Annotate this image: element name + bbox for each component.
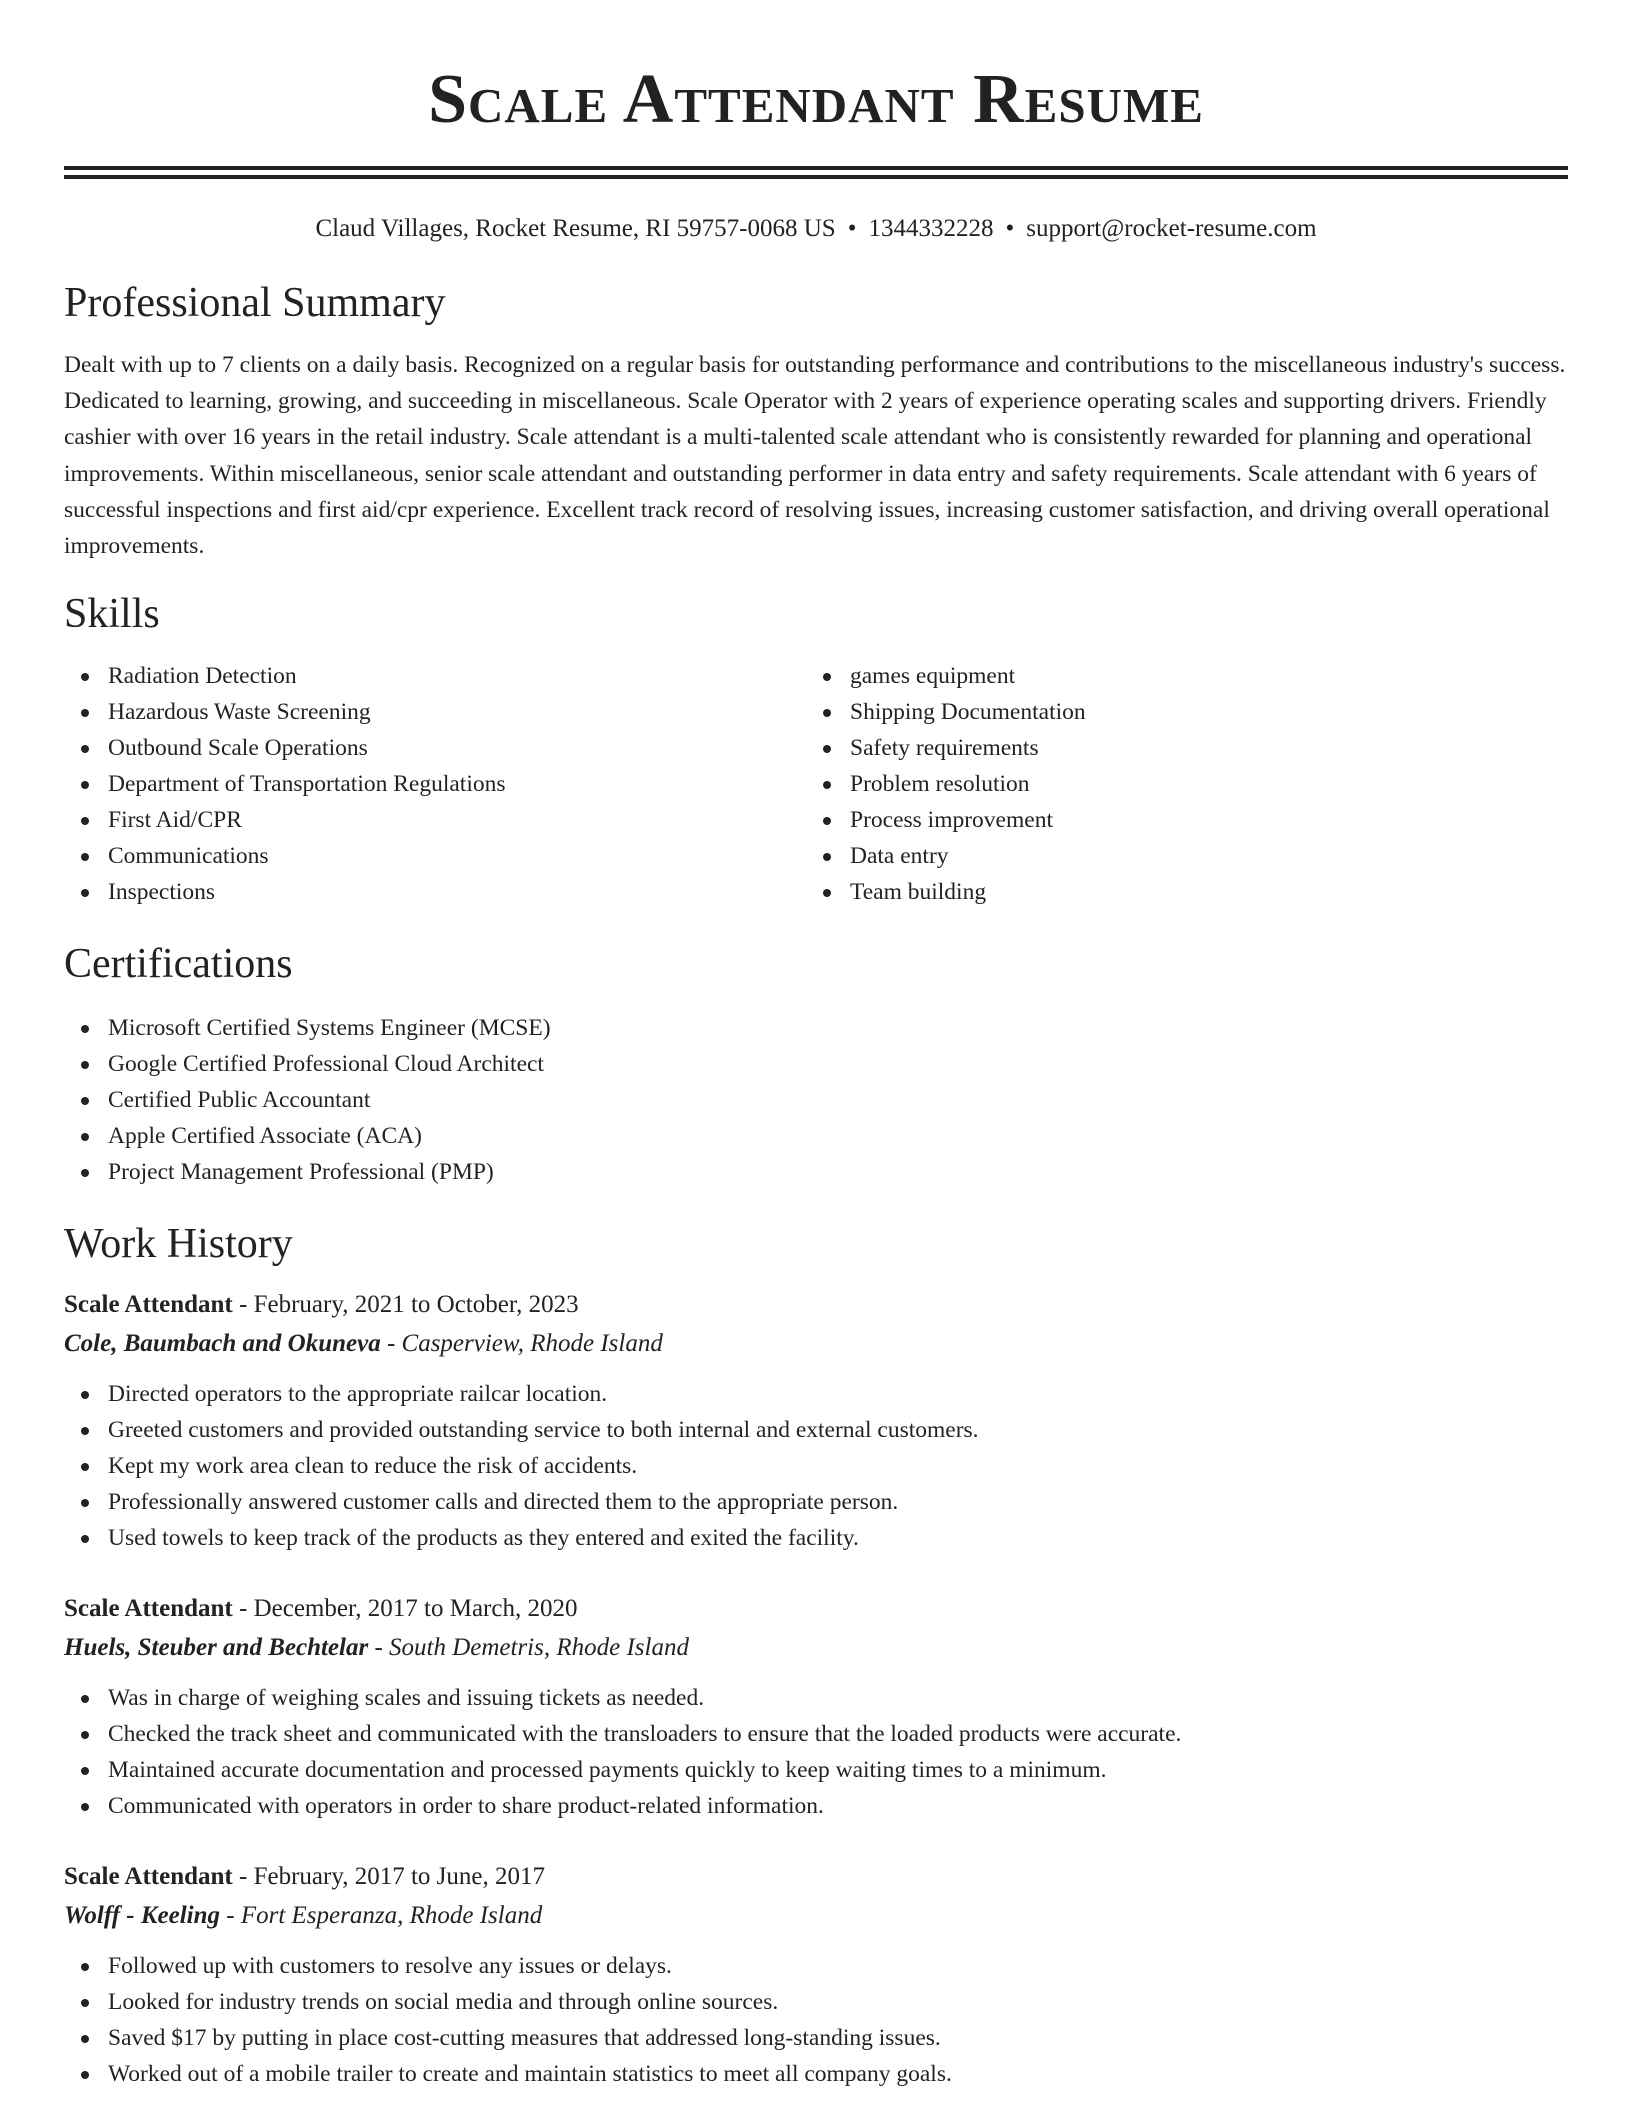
summary-text: Dealt with up to 7 clients on a daily basis. Recognized on a regular basis for outstanding performance and contributions to the miscellaneous industry's success. Dedicated to learning, growing, and succeeding in miscellaneous. Scale Operator with 2 years of experience operating scales and supporting drivers. Friendly cashier with over 16 years in the retail industry. Scale attendant is a multi-talented scale attendant who is consistently rewarded for planning and operational improvements. Within miscellaneous, senior scale attendant and outstanding performer in data entry and safety requirements. Scale attendant with 6 years of successful inspections and first aid/cpr experience. Excellent track record of resolving issues, increasing customer satisfaction, and driving overall operational improvements. (64, 352, 1566, 560)
job-title: Scale Attendant (64, 1291, 233, 1319)
contact-separator: • (1005, 215, 1015, 242)
certifications-heading: Certifications (64, 941, 293, 988)
skills-section (64, 588, 1568, 910)
job-entry (64, 1590, 1568, 1824)
job-company-line: Cole, Baumbach and Okuneva - Casperview, Rhode Island (64, 1330, 663, 1358)
job-dates: December, 2017 to March, 2020 (253, 1595, 578, 1623)
job-location: South Demetris, Rhode Island (389, 1634, 689, 1662)
job-duty-item: Kept my work area clean to reduce the risk of accidents. (64, 1448, 1568, 1484)
job-duties-list (64, 1948, 1568, 2092)
skill-item: First Aid/CPR (64, 802, 806, 838)
job-title-line: Scale Attendant - February, 2021 to October, 2023 (64, 1291, 579, 1319)
skills-columns (64, 658, 1568, 910)
resume-title: Scale Attendant Resume (428, 61, 1204, 138)
job-dates: February, 2021 to October, 2023 (253, 1291, 579, 1319)
contact-line (64, 213, 1568, 245)
job-duty-item: Used towels to keep track of the products as they entered and exited the facility. (64, 1520, 1568, 1556)
job-company-line: Huels, Steuber and Bechtelar - South Demetris, Rhode Island (64, 1634, 689, 1662)
job-company: Cole, Baumbach and Okuneva (64, 1330, 381, 1358)
skill-item: Department of Transportation Regulations (64, 766, 806, 802)
job-entry (64, 1858, 1568, 2092)
summary-heading: Professional Summary (64, 280, 446, 326)
job-duty-item: Communicated with operators in order to share product-related information. (64, 1788, 1568, 1824)
job-dates: February, 2017 to June, 2017 (253, 1863, 545, 1891)
job-duty-item: Saved $17 by putting in place cost-cutting measures that addressed long-standing issues. (64, 2020, 1568, 2056)
job-duty-item: Was in charge of weighing scales and issuing tickets as needed. (64, 1680, 1568, 1716)
job-duty-item: Checked the track sheet and communicated with the transloaders to ensure that the loaded products were accurate. (64, 1716, 1568, 1752)
certification-item: Google Certified Professional Cloud Architect (64, 1046, 1568, 1082)
contact-phone: 1344332228 (868, 215, 994, 242)
job-duty-item: Looked for industry trends on social media and through online sources. (64, 1984, 1568, 2020)
certification-item: Project Management Professional (PMP) (64, 1154, 1568, 1190)
job-location: Casperview, Rhode Island (401, 1330, 663, 1358)
skill-item: Inspections (64, 874, 806, 910)
skill-item: Data entry (806, 838, 1548, 874)
contact-separator: • (847, 215, 857, 242)
certification-item: Microsoft Certified Systems Engineer (MCSE) (64, 1010, 1568, 1046)
job-duty-item: Worked out of a mobile trailer to create and maintain statistics to meet all company goals. (64, 2056, 1568, 2092)
job-title-line: Scale Attendant - December, 2017 to March, 2020 (64, 1595, 578, 1623)
resume-page (64, 0, 1568, 2092)
job-title: Scale Attendant (64, 1863, 233, 1891)
certification-item: Certified Public Accountant (64, 1082, 1568, 1118)
job-duty-item: Maintained accurate documentation and processed payments quickly to keep waiting times to a minimum. (64, 1752, 1568, 1788)
skills-list-left (64, 658, 806, 910)
job-title: Scale Attendant (64, 1595, 233, 1623)
job-location: Fort Esperanza, Rhode Island (240, 1902, 543, 1930)
summary-section (64, 277, 1568, 564)
skill-item: Problem resolution (806, 766, 1548, 802)
contact-email: support@rocket-resume.com (1026, 215, 1317, 242)
job-duty-item: Directed operators to the appropriate railcar location. (64, 1376, 1568, 1412)
skills-heading: Skills (64, 591, 160, 638)
skill-item: Process improvement (806, 802, 1548, 838)
job-company-line: Wolff - Keeling - Fort Esperanza, Rhode Island (64, 1902, 543, 1930)
certification-item: Apple Certified Associate (ACA) (64, 1118, 1568, 1154)
job-duty-item: Greeted customers and provided outstanding service to both internal and external customers. (64, 1412, 1568, 1448)
certifications-section (64, 938, 1568, 1190)
skill-item: Hazardous Waste Screening (64, 694, 806, 730)
skills-list-right (806, 658, 1548, 910)
job-duty-item: Followed up with customers to resolve any issues or delays. (64, 1948, 1568, 1984)
title-divider-top (64, 166, 1568, 170)
certifications-list (64, 1010, 1568, 1190)
job-duty-item: Professionally answered customer calls and directed them to the appropriate person. (64, 1484, 1568, 1520)
job-title-line: Scale Attendant - February, 2017 to June, 2017 (64, 1863, 545, 1891)
job-entry (64, 1286, 1568, 1556)
skill-item: games equipment (806, 658, 1548, 694)
skill-item: Communications (64, 838, 806, 874)
job-company: Wolff - Keeling (64, 1902, 221, 1930)
work-history-section (64, 1218, 1568, 2092)
title-divider-bottom (64, 175, 1568, 179)
job-duties-list (64, 1376, 1568, 1556)
skill-item: Team building (806, 874, 1548, 910)
work-history-heading: Work History (64, 1221, 293, 1268)
contact-address: Claud Villages, Rocket Resume, RI 59757-0068 US (315, 215, 836, 242)
skill-item: Shipping Documentation (806, 694, 1548, 730)
skill-item: Safety requirements (806, 730, 1548, 766)
job-duties-list (64, 1680, 1568, 1824)
skill-item: Outbound Scale Operations (64, 730, 806, 766)
job-company: Huels, Steuber and Bechtelar (64, 1634, 369, 1662)
skill-item: Radiation Detection (64, 658, 806, 694)
